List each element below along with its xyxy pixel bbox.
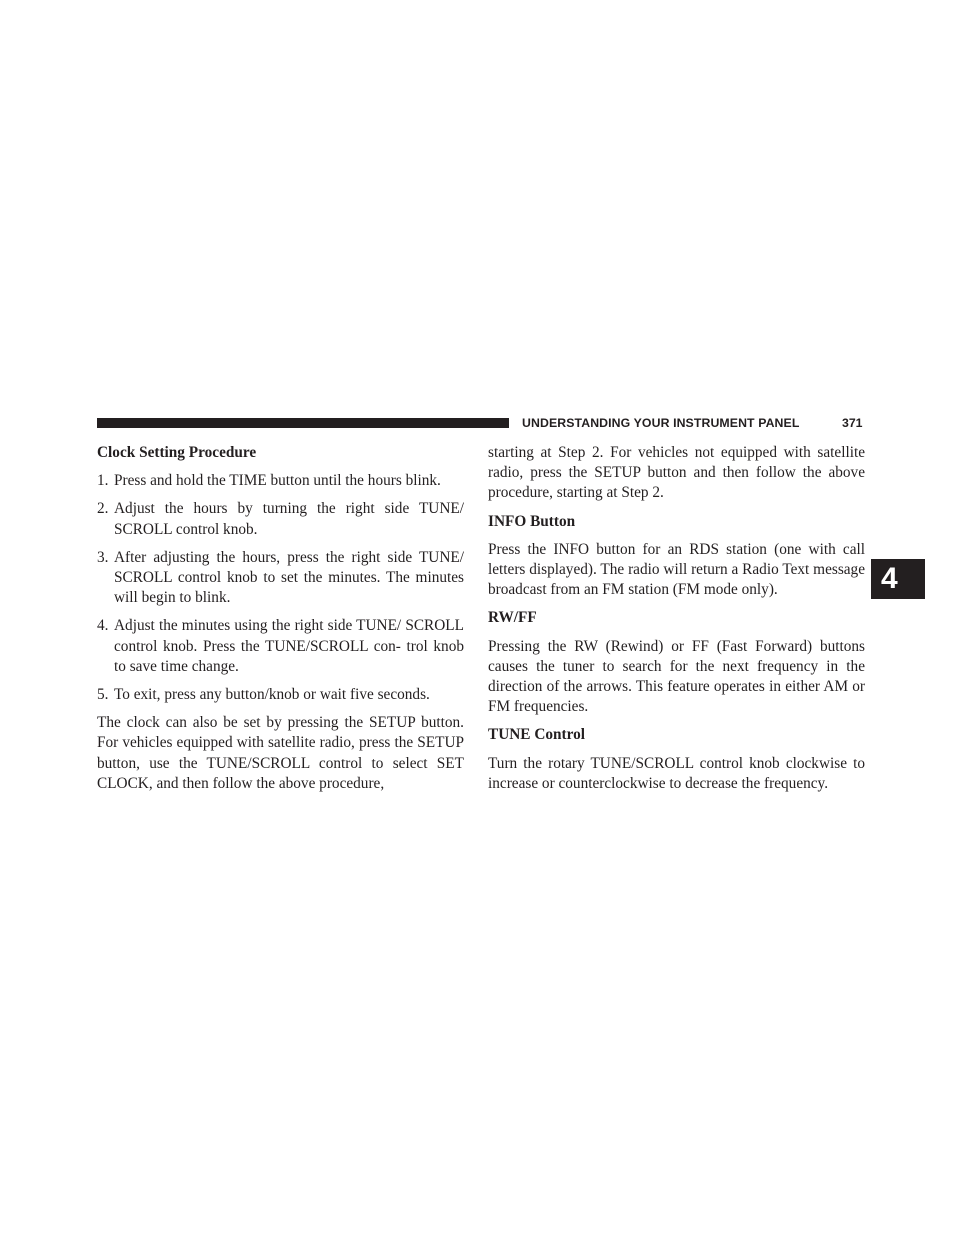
step-number: 1. [97,472,109,490]
rwff-paragraph: Pressing the RW (Rewind) or FF (Fast Forward) buttons causes the tuner to search for the next frequency in the direction of the arrows. This feature operates in either AM or FM frequencies. [488,637,865,716]
step-text: Adjust the minutes using the right side TUNE/ SCROLL control knob. Press the TUNE/SCROLL con- trol knob to save time change. [114,617,464,675]
right-column [488,443,865,802]
chapter-tab: 4 [871,559,925,599]
tune-paragraph: Turn the rotary TUNE/SCROLL control knob clockwise to increase or counterclockwise to decrease the frequency. [488,754,865,792]
step-text: After adjusting the hours, press the right side TUNE/ SCROLL control knob to set the minutes. The minutes will begin to blink. [114,548,464,607]
list-item [97,471,464,491]
step-text: Adjust the hours by turning the right side TUNE/ SCROLL control knob. [114,500,464,538]
list-item [97,548,464,609]
clock-setup-paragraph: The clock can also be set by pressing the SETUP button. For vehicles equipped with satellite radio, press the SETUP button, use the TUNE/SCROLL control to select SET CLOCK, and then follow the above procedure, [97,714,464,792]
step-text: To exit, press any button/knob or wait five seconds. [114,686,430,704]
left-column [97,443,464,802]
list-item [97,616,464,677]
continuation-paragraph: starting at Step 2. For vehicles not equipped with satellite radio, press the SETUP button and then follow the above procedure, starting at Step 2. [488,444,865,502]
info-paragraph: Press the INFO button for an RDS station (one with call letters displayed). The radio will return a Radio Text message broadcast from an FM station (FM mode only). [488,540,865,599]
step-number: 2. [97,500,109,518]
section-heading-clock: Clock Setting Procedure [97,444,257,461]
header-rule [97,418,509,428]
list-item [97,685,464,705]
section-heading-tune: TUNE Control [488,726,586,744]
page-number: 371 [842,416,863,430]
section-heading-info: INFO Button [488,512,576,530]
step-number: 4. [97,617,109,635]
step-number: 5. [97,686,109,704]
clock-steps-list [97,471,464,705]
step-number: 3. [97,548,109,566]
running-header-title: UNDERSTANDING YOUR INSTRUMENT PANEL [522,416,800,430]
step-text: Press and hold the TIME button until the hours blink. [114,472,441,490]
section-heading-rwff: RW/FF [488,609,537,627]
list-item [97,499,464,539]
